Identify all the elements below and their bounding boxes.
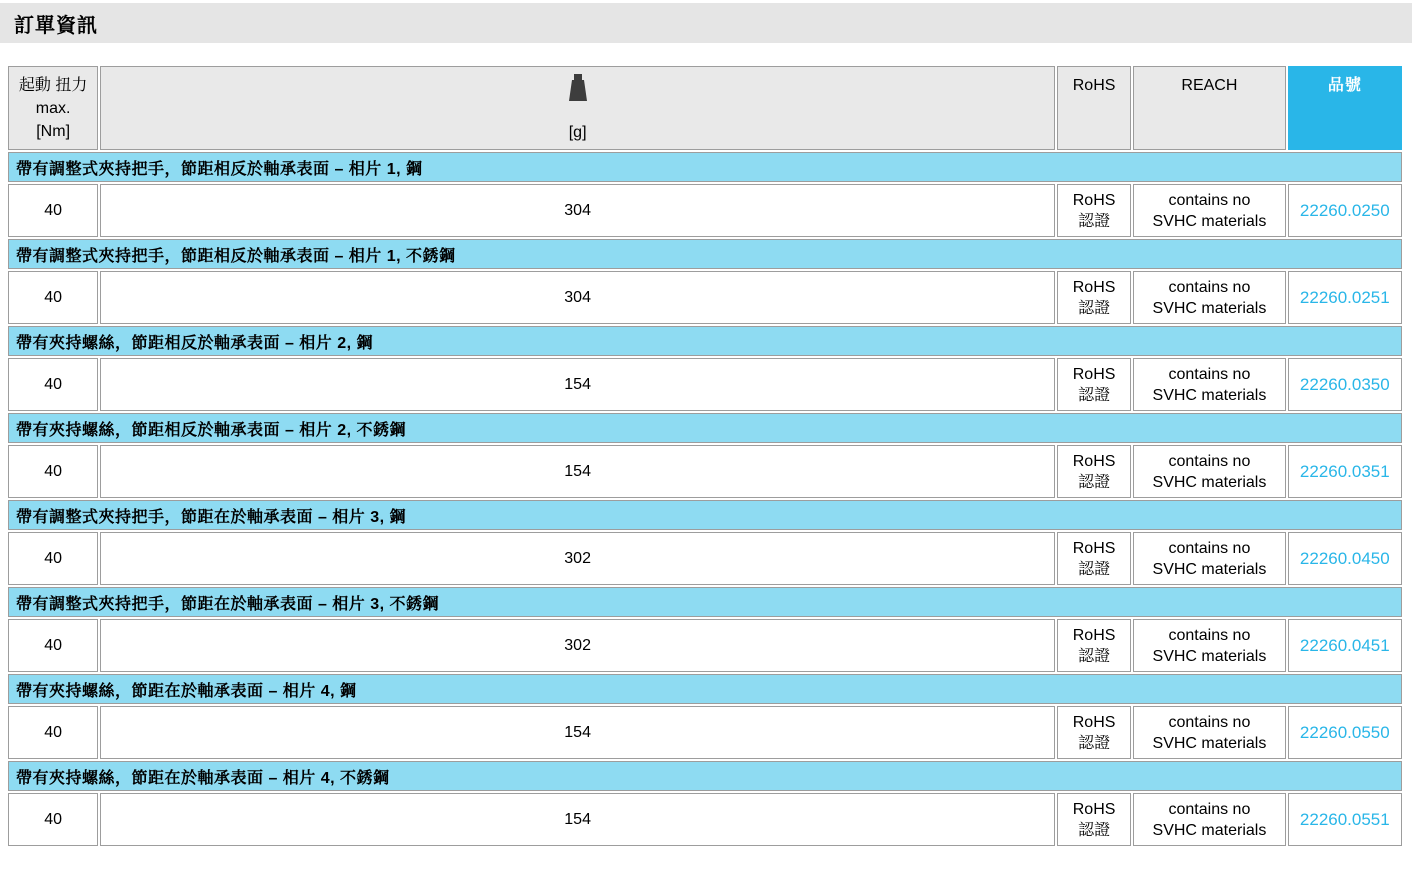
rohs-status: RoHS 認證 bbox=[1057, 184, 1131, 237]
data-row bbox=[8, 793, 1402, 846]
weight-value: 304 bbox=[100, 184, 1055, 237]
part-number-link[interactable]: 22260.0251 bbox=[1288, 271, 1402, 324]
section-row bbox=[8, 761, 1402, 791]
torque-value: 40 bbox=[8, 271, 98, 324]
rohs-status: RoHS 認證 bbox=[1057, 271, 1131, 324]
reach-status: contains no SVHC materials bbox=[1133, 184, 1285, 237]
section-title-bar bbox=[0, 3, 1412, 43]
weight-value: 302 bbox=[100, 532, 1055, 585]
section-title: 帶有調整式夾持把手，節距在於軸承表面 – 相片 3, 不銹鋼 bbox=[8, 587, 1402, 617]
section-row bbox=[8, 500, 1402, 530]
section-title: 帶有夾持螺絲，節距在於軸承表面 – 相片 4, 不銹鋼 bbox=[8, 761, 1402, 791]
section-row bbox=[8, 587, 1402, 617]
section-title: 帶有夾持螺絲，節距相反於軸承表面 – 相片 2, 鋼 bbox=[8, 326, 1402, 356]
torque-header-unit: [Nm] bbox=[36, 123, 71, 140]
order-table-body bbox=[8, 152, 1402, 846]
rohs-status: RoHS 認證 bbox=[1057, 532, 1131, 585]
weight-value: 154 bbox=[100, 358, 1055, 411]
weight-value: 154 bbox=[100, 706, 1055, 759]
col-header-rohs: RoHS bbox=[1057, 66, 1131, 150]
torque-header-label: 起動 扭力 bbox=[18, 77, 88, 94]
section-row bbox=[8, 413, 1402, 443]
header-row bbox=[8, 66, 1402, 150]
part-number-link[interactable]: 22260.0451 bbox=[1288, 619, 1402, 672]
reach-status: contains no SVHC materials bbox=[1133, 706, 1285, 759]
data-row bbox=[8, 706, 1402, 759]
reach-status: contains no SVHC materials bbox=[1133, 532, 1285, 585]
part-number-link[interactable]: 22260.0350 bbox=[1288, 358, 1402, 411]
part-number-link[interactable]: 22260.0550 bbox=[1288, 706, 1402, 759]
col-header-weight bbox=[100, 66, 1055, 150]
section-row bbox=[8, 326, 1402, 356]
data-row bbox=[8, 271, 1402, 324]
reach-status: contains no SVHC materials bbox=[1133, 793, 1285, 846]
part-number-link[interactable]: 22260.0551 bbox=[1288, 793, 1402, 846]
section-row bbox=[8, 152, 1402, 182]
torque-value: 40 bbox=[8, 532, 98, 585]
data-row bbox=[8, 445, 1402, 498]
torque-value: 40 bbox=[8, 706, 98, 759]
section-title: 帶有調整式夾持把手，節距相反於軸承表面 – 相片 1, 鋼 bbox=[8, 152, 1402, 182]
rohs-status: RoHS 認證 bbox=[1057, 793, 1131, 846]
data-row bbox=[8, 619, 1402, 672]
weight-value: 304 bbox=[100, 271, 1055, 324]
weight-icon bbox=[567, 74, 589, 101]
part-number-link[interactable]: 22260.0250 bbox=[1288, 184, 1402, 237]
torque-value: 40 bbox=[8, 619, 98, 672]
part-number-link[interactable]: 22260.0351 bbox=[1288, 445, 1402, 498]
torque-value: 40 bbox=[8, 445, 98, 498]
torque-value: 40 bbox=[8, 358, 98, 411]
reach-status: contains no SVHC materials bbox=[1133, 358, 1285, 411]
rohs-status: RoHS 認證 bbox=[1057, 445, 1131, 498]
section-row bbox=[8, 674, 1402, 704]
col-header-reach: REACH bbox=[1133, 66, 1285, 150]
torque-value: 40 bbox=[8, 184, 98, 237]
rohs-status: RoHS 認證 bbox=[1057, 706, 1131, 759]
weight-value: 302 bbox=[100, 619, 1055, 672]
torque-header-max: max. bbox=[35, 100, 71, 117]
weight-unit-label: [g] bbox=[568, 124, 587, 141]
reach-status: contains no SVHC materials bbox=[1133, 445, 1285, 498]
data-row bbox=[8, 532, 1402, 585]
weight-value: 154 bbox=[100, 793, 1055, 846]
order-info-table bbox=[6, 64, 1404, 848]
section-title: 帶有調整式夾持把手，節距相反於軸承表面 – 相片 1, 不銹鋼 bbox=[8, 239, 1402, 269]
col-header-part-number: 品號 bbox=[1288, 66, 1402, 150]
page-title: 訂單資訊 bbox=[14, 14, 98, 37]
rohs-status: RoHS 認證 bbox=[1057, 358, 1131, 411]
torque-value: 40 bbox=[8, 793, 98, 846]
section-title: 帶有夾持螺絲，節距在於軸承表面 – 相片 4, 鋼 bbox=[8, 674, 1402, 704]
reach-status: contains no SVHC materials bbox=[1133, 619, 1285, 672]
part-number-link[interactable]: 22260.0450 bbox=[1288, 532, 1402, 585]
data-row bbox=[8, 358, 1402, 411]
data-row bbox=[8, 184, 1402, 237]
reach-status: contains no SVHC materials bbox=[1133, 271, 1285, 324]
weight-value: 154 bbox=[100, 445, 1055, 498]
section-row bbox=[8, 239, 1402, 269]
section-title: 帶有夾持螺絲，節距相反於軸承表面 – 相片 2, 不銹鋼 bbox=[8, 413, 1402, 443]
col-header-torque bbox=[8, 66, 98, 150]
rohs-status: RoHS 認證 bbox=[1057, 619, 1131, 672]
section-title: 帶有調整式夾持把手，節距在於軸承表面 – 相片 3, 鋼 bbox=[8, 500, 1402, 530]
